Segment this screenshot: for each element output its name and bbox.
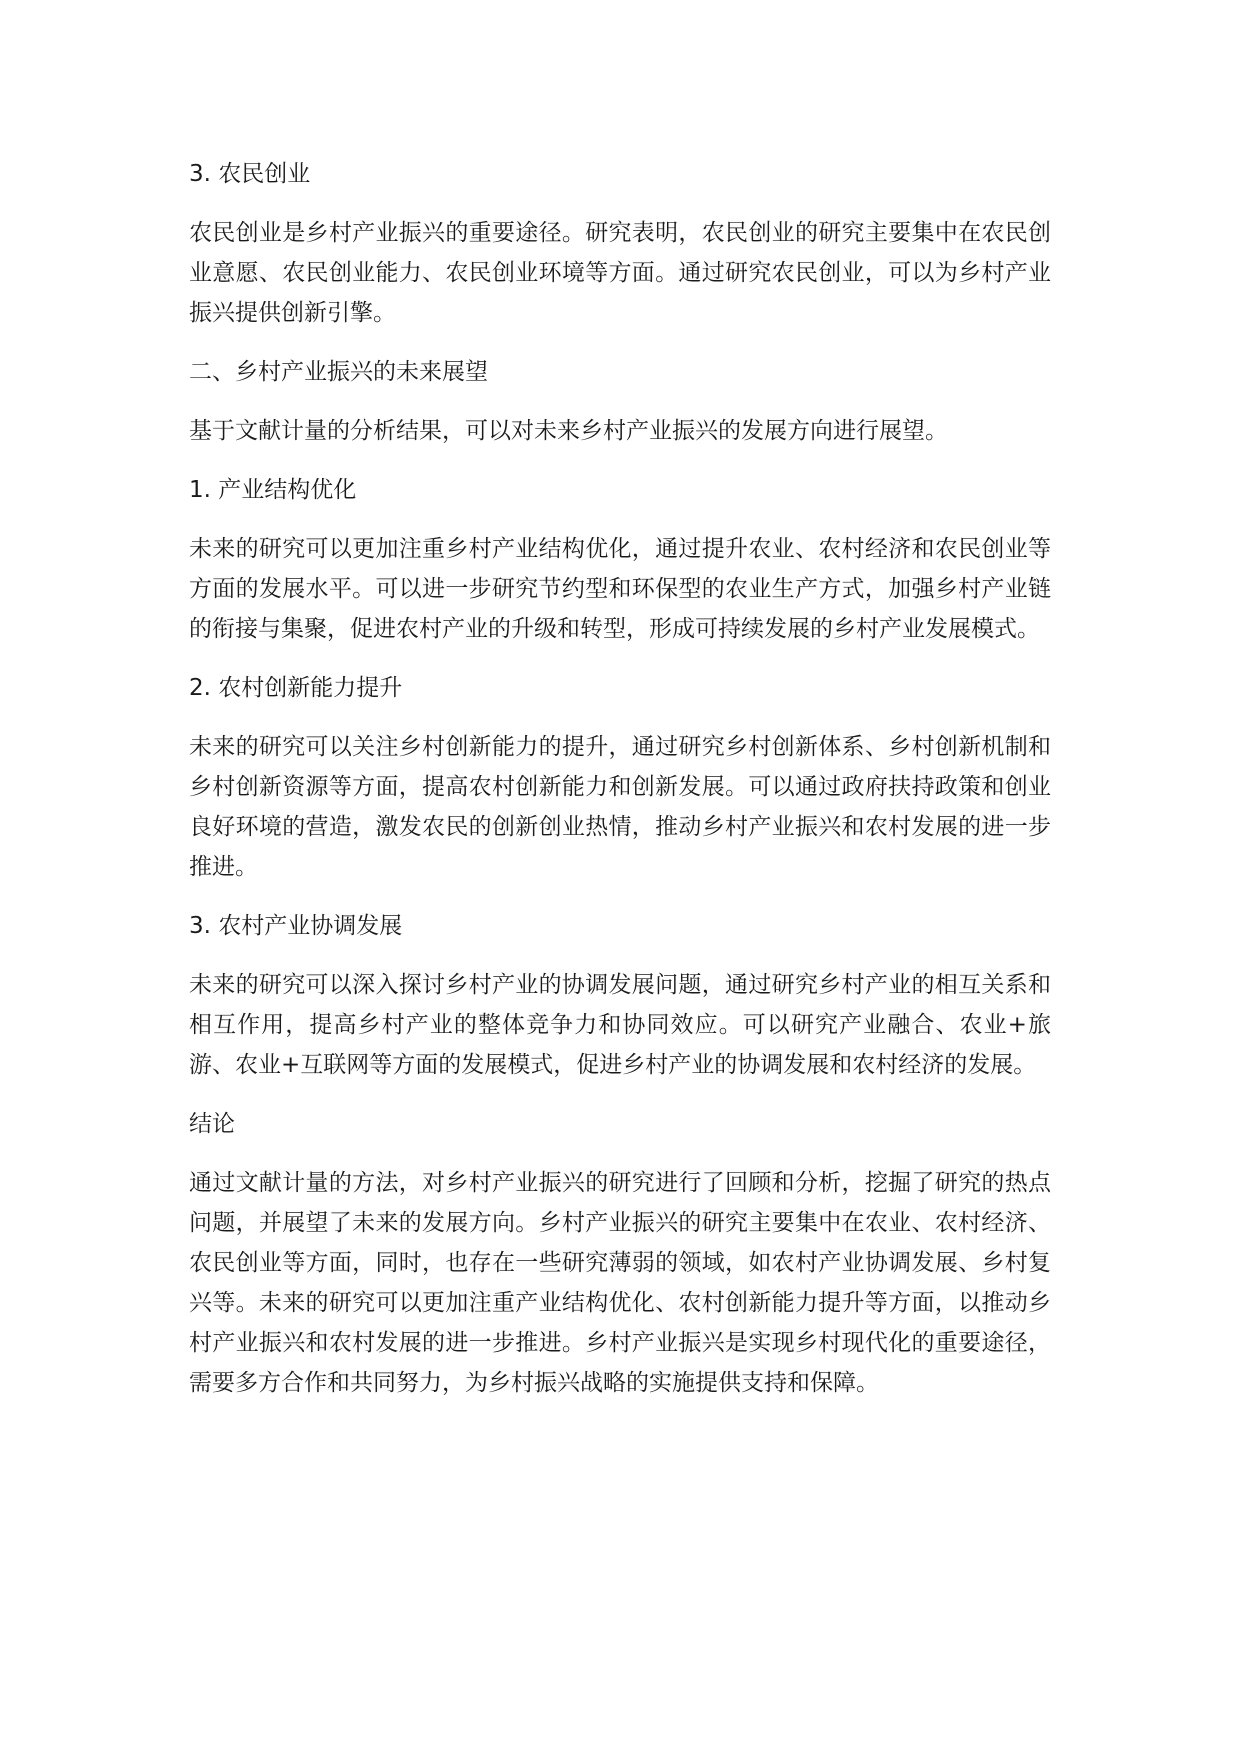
paragraph-innovation-capacity: 未来的研究可以关注乡村创新能力的提升，通过研究乡村创新体系、乡村创新机制和乡村创新资源等方面，提高农村创新能力和创新发展。可以通过政府扶持政策和创业良好环境的营造，激发农民的创新创业热情，推动乡村产业振兴和农村发展的进一步推进。 (189, 734, 1051, 880)
paragraph-structure-optimization: 未来的研究可以更加注重乡村产业结构优化，通过提升农业、农村经济和农民创业等方面的发展水平。可以进一步研究节约型和环保型的农业生产方式，加强乡村产业链的衔接与集聚，促进农村产业的升级和转型，形成可持续发展的乡村产业发展模式。 (189, 536, 1051, 642)
subsection-heading-structure-optimization: 1. 产业结构优化 (189, 477, 357, 503)
paragraph-outlook-intro: 基于文献计量的分析结果，可以对未来乡村产业振兴的发展方向进行展望。 (189, 418, 948, 444)
subsection-heading-innovation-capacity: 2. 农村创新能力提升 (189, 675, 403, 701)
section-heading-future-outlook: 二、乡村产业振兴的未来展望 (189, 359, 488, 385)
paragraph-conclusion: 通过文献计量的方法，对乡村产业振兴的研究进行了回顾和分析，挖掘了研究的热点问题，并展望了未来的发展方向。乡村产业振兴的研究主要集中在农业、农村经济、农民创业等方面，同时，也存在一些研究薄弱的领域，如农村产业协调发展、乡村复兴等。未来的研究可以更加注重产业结构优化、农村创新能力提升等方面，以推动乡村产业振兴和农村发展的进一步推进。乡村产业振兴是实现乡村现代化的重要途径，需要多方合作和共同努力，为乡村振兴战略的实施提供支持和保障。 (189, 1170, 1051, 1396)
subsection-heading-coordinated-development: 3. 农村产业协调发展 (189, 913, 403, 939)
paragraph-farmer-entrepreneurship: 农民创业是乡村产业振兴的重要途径。研究表明，农民创业的研究主要集中在农民创业意愿、农民创业能力、农民创业环境等方面。通过研究农民创业，可以为乡村产业振兴提供创新引擎。 (189, 220, 1051, 326)
section-heading-conclusion: 结论 (189, 1111, 235, 1137)
document-body (189, 154, 1051, 1422)
subsection-heading-farmer-entrepreneurship: 3. 农民创业 (189, 161, 311, 187)
paragraph-coordinated-development: 未来的研究可以深入探讨乡村产业的协调发展问题，通过研究乡村产业的相互关系和相互作用，提高乡村产业的整体竞争力和协同效应。可以研究产业融合、农业+旅游、农业+互联网等方面的发展模式，促进乡村产业的协调发展和农村经济的发展。 (189, 972, 1051, 1078)
